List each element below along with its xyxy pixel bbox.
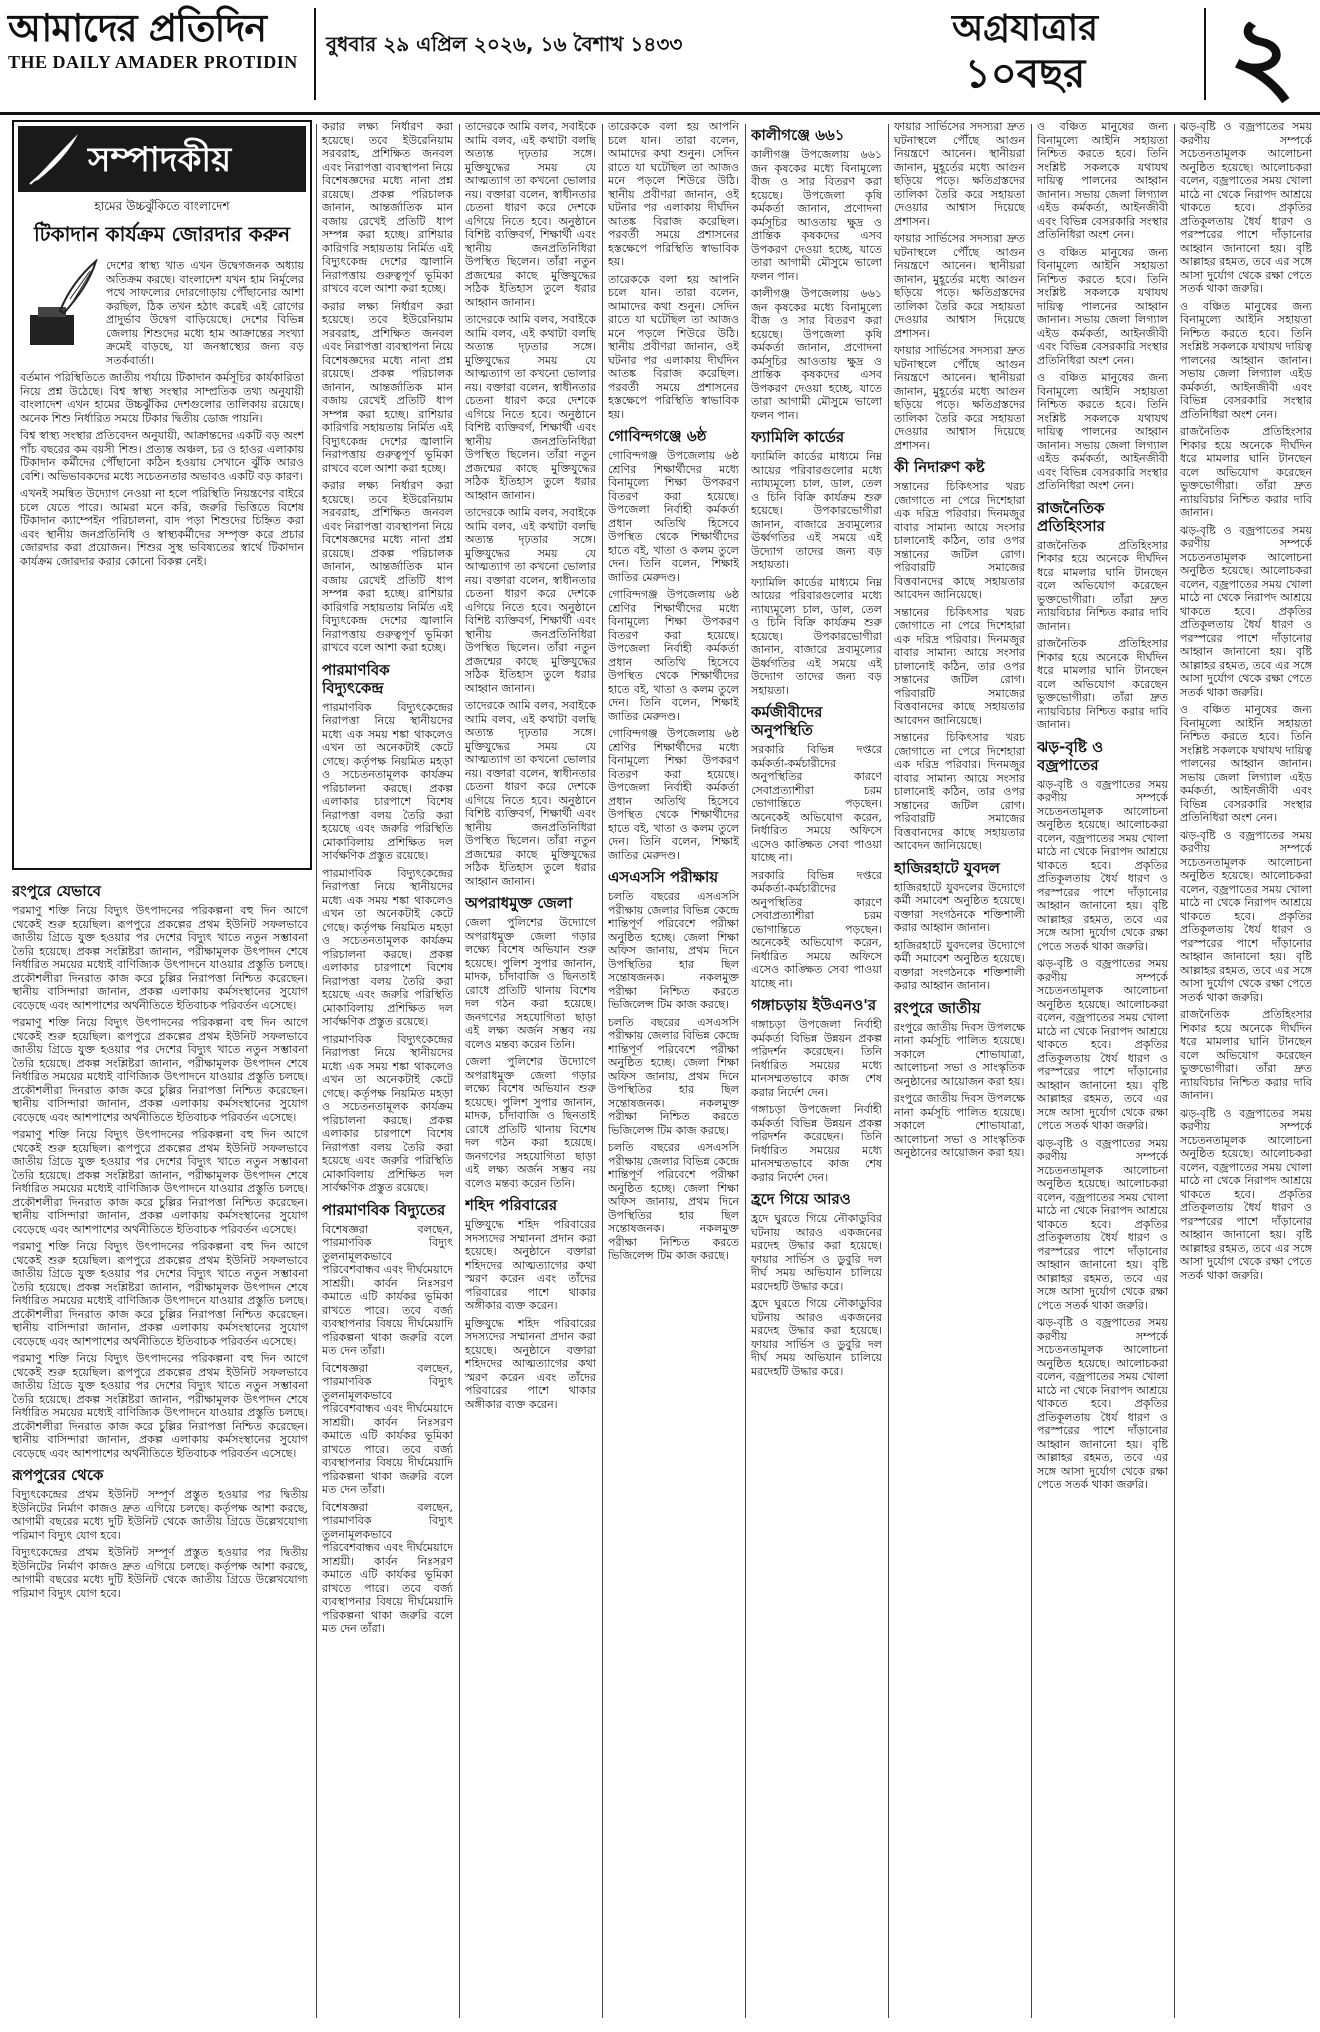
article-headline[interactable]: রংপুরে যেভাবে: [12, 882, 102, 900]
article-body: তারেককে বলা হয় আপনি চলে যান। তারা বলেন, আমাদের কথা শুনুন। সেদিন রাতে যা ঘটেছিল তা আজও মনে পড়লে শিউরে উঠি। স্থানীয় প্রবীণরা জানান, ওই ঘটনার পর এলাকায় দীর্ঘদিন আতঙ্ক বিরাজ করেছিল। পরবর্তী সময়ে প্রশাসনের হস্তক্ষেপে পরিস্থিতি স্বাভাবিক হয়।: [608, 272, 739, 421]
article-body: বিদ্যুৎকেন্দ্রের প্রথম ইউনিট সম্পূর্ণ প্রস্তুত হওয়ার পর দ্বিতীয় ইউনিটের নির্মাণ কাজও দ্রুত এগিয়ে চলছে। কর্তৃপক্ষ আশা করছে, আগামী বছরের মধ্যে দুটি ইউনিট থেকে জাতীয় গ্রিডে উল্লেখযোগ্য পরিমাণ বিদ্যুৎ যোগ হবে।: [12, 1488, 308, 1542]
editorial-box: [12, 120, 312, 870]
article-body: ও বঞ্চিত মানুষের জন্য বিনামূল্যে আইনি সহায়তা নিশ্চিত করতে হবে। তিনি সংশ্লিষ্ট সকলকে যথাযথ দায়িত্ব পালনের আহ্বান জানান। সভায় জেলা লিগ্যাল এইড কর্মকর্তা, আইনজীবী এবং বিভিন্ন বেসরকারি সংস্থার প্রতিনিধিরা অংশ নেন।: [1180, 299, 1312, 421]
column-1-lower: [12, 876, 308, 2020]
article-headline[interactable]: রংপুরে জাতীয়: [894, 998, 981, 1017]
column-rule: [316, 124, 317, 2018]
article-body: সরকারি বিভিন্ন দপ্তরে কর্মকর্তা-কর্মচারীদের অনুপস্থিতির কারণে সেবাপ্রত্যাশীরা চরম ভোগান্তিতে পড়ছেন। অনেকেই অভিযোগ করেন, নির্ধারিত সময়ে অফিসে এসেও কাঙ্ক্ষিত সেবা পাওয়া যাচ্ছে না।: [751, 743, 882, 864]
article-body: বিশেষজ্ঞরা বলছেন, পারমাণবিক বিদ্যুৎ তুলনামূলকভাবে পরিবেশবান্ধব এবং দীর্ঘমেয়াদে সাশ্রয়ী। কার্বন নিঃসরণ কমাতে এটি কার্যকর ভূমিকা রাখতে পারে। তবে বর্জ্য ব্যবস্থাপনার বিষয়ে দীর্ঘমেয়াদি পরিকল্পনা থাকা জরুরি বলে মত দেন তাঁরা।: [322, 1500, 453, 1635]
article-body: ঝড়-বৃষ্টি ও বজ্রপাতের সময় করণীয় সম্পর্কে সচেতনতামূলক আলোচনা অনুষ্ঠিত হয়েছে। আলোচকরা বলেন, বজ্রপাতের সময় খোলা মাঠে না থেকে নিরাপদ আশ্রয়ে থাকতে হবে। প্রকৃতির প্রতিকূলতায় ধৈর্য ধারণ ও পরস্পরের পাশে দাঁড়ানোর আহ্বান জানানো হয়। বৃষ্টি আল্লাহর রহমত, তবে এর সঙ্গে আসা দুর্যোগ থেকে রক্ষা পেতে সতর্ক থাকা জরুরি।: [1180, 120, 1312, 295]
quill-pen-icon: [24, 130, 84, 188]
article-body: বিশেষজ্ঞরা বলছেন, পারমাণবিক বিদ্যুৎ তুলনামূলকভাবে পরিবেশবান্ধব এবং দীর্ঘমেয়াদে সাশ্রয়ী। কার্বন নিঃসরণ কমাতে এটি কার্যকর ভূমিকা রাখতে পারে। তবে বর্জ্য ব্যবস্থাপনার বিষয়ে দীর্ঘমেয়াদি পরিকল্পনা থাকা জরুরি বলে মত দেন তাঁরা।: [322, 1361, 453, 1496]
article-body: হ্রদে ঘুরতে গিয়ে নৌকাডুবির ঘটনায় আরও একজনের মরদেহ উদ্ধার করা হয়েছে। ফায়ার সার্ভিস ও ডুবুরি দল দীর্ঘ সময় অভিযান চালিয়ে মরদেহটি উদ্ধার করে।: [751, 1297, 882, 1378]
article-headline[interactable]: শহিদ পরিবারের: [465, 1196, 558, 1214]
article-body: ও বঞ্চিত মানুষের জন্য বিনামূল্যে আইনি সহায়তা নিশ্চিত করতে হবে। তিনি সংশ্লিষ্ট সকলকে যথাযথ দায়িত্ব পালনের আহ্বান জানান। সভায় জেলা লিগ্যাল এইড কর্মকর্তা, আইনজীবী এবং বিভিন্ন বেসরকারি সংস্থার প্রতিনিধিরা অংশ নেন।: [1037, 120, 1168, 241]
column-6: [894, 120, 1025, 2020]
article-body: কালীগঞ্জ উপজেলায় ৬৬১ জন কৃষকের মধ্যে বিনামূল্যে বীজ ও সার বিতরণ করা হয়েছে। উপজেলা কৃষি কর্মকর্তা জানান, প্রণোদনা কর্মসূচির আওতায় ক্ষুদ্র ও প্রান্তিক কৃষকদের এসব উপকরণ দেওয়া হচ্ছে, যাতে তারা আগামী মৌসুমে ভালো ফলন পান।: [751, 148, 882, 283]
article-body: ঝড়-বৃষ্টি ও বজ্রপাতের সময় করণীয় সম্পর্কে সচেতনতামূলক আলোচনা অনুষ্ঠিত হয়েছে। আলোচকরা বলেন, বজ্রপাতের সময় খোলা মাঠে না থেকে নিরাপদ আশ্রয়ে থাকতে হবে। প্রকৃতির প্রতিকূলতায় ধৈর্য ধারণ ও পরস্পরের পাশে দাঁড়ানোর আহ্বান জানানো হয়। বৃষ্টি আল্লাহর রহমত, তবে এর সঙ্গে আসা দুর্যোগ থেকে রক্ষা পেতে সতর্ক থাকা জরুরি।: [1037, 1136, 1168, 1312]
article-body: রাজনৈতিক প্রতিহিংসার শিকার হয়ে অনেকে দীর্ঘদিন ধরে মামলার ঘানি টানছেন বলে অভিযোগ করেছেন ভুক্তভোগীরা। তাঁরা দ্রুত ন্যায়বিচার নিশ্চিত করার দাবি জানান।: [1180, 425, 1312, 519]
article-body: পরমাণু শক্তি নিয়ে বিদ্যুৎ উৎপাদনের পরিকল্পনা বহু দিন আগে থেকেই শুরু হয়েছিল। রূপপুরে প্রকল্পের প্রথম ইউনিট সফলভাবে জাতীয় গ্রিডে যুক্ত হওয়ার পর দেশের বিদ্যুৎ খাতে নতুন সম্ভাবনা তৈরি হয়েছে। প্রকল্প সংশ্লিষ্টরা জানান, পরীক্ষামূলক উৎপাদন শেষে নির্ধারিত সময়ের মধ্যেই বাণিজ্যিক উৎপাদনে যাওয়ার প্রস্তুতি চলছে। প্রকৌশলীরা দিনরাত কাজ করে চুল্লির নিরাপত্তা নিশ্চিত করেছেন। স্থানীয় বাসিন্দারা জানান, প্রকল্প এলাকায় কর্মসংস্থানের সুযোগ বেড়েছে এবং আশপাশের অর্থনীতিতে ইতিবাচক পরিবর্তন এসেছে।: [12, 1352, 308, 1460]
article-body: চলতি বছরের এসএসসি পরীক্ষায় জেলার বিভিন্ন কেন্দ্রে শান্তিপূর্ণ পরিবেশে পরীক্ষা অনুষ্ঠিত হচ্ছে। জেলা শিক্ষা অফিস জানায়, প্রথম দিনে উপস্থিতির হার ছিল সন্তোষজনক। নকলমুক্ত পরীক্ষা নিশ্চিত করতে ভিজিলেন্স টিম কাজ করছে।: [608, 890, 739, 1011]
article-body: তাদেরকে আমি বলব, সবাইকে আমি বলব, এই কথাটা বলছি অত্যন্ত দৃঢ়তার সঙ্গে। মুক্তিযুদ্ধের সময় যে আত্মত্যাগ তা কখনো ভোলার নয়। বক্তারা বলেন, স্বাধীনতার চেতনা ধারণ করে দেশকে এগিয়ে নিতে হবে। অনুষ্ঠানে বিশিষ্ট ব্যক্তিবর্গ, শিক্ষার্থী এবং স্থানীয় জনপ্রতিনিধিরা উপস্থিত ছিলেন। তাঁরা নতুন প্রজন্মের কাছে মুক্তিযুদ্ধের সঠিক ইতিহাস তুলে ধরার আহ্বান জানান।: [465, 313, 596, 502]
article-body: পারমাণবিক বিদ্যুৎকেন্দ্রের নিরাপত্তা নিয়ে স্থানীয়দের মধ্যে এক সময় শঙ্কা থাকলেও এখন তা অনেকটাই কেটে গেছে। কর্তৃপক্ষ নিয়মিত মহড়া ও সচেতনতামূলক কার্যক্রম পরিচালনা করছে। প্রকল্প এলাকার চারপাশে বিশেষ নিরাপত্তা বলয় তৈরি করা হয়েছে এবং জরুরি পরিস্থিতি মোকাবিলায় প্রশিক্ষিত দল সার্বক্ষণিক প্রস্তুত রয়েছে।: [322, 866, 453, 1028]
article-body: গোবিন্দগঞ্জ উপজেলায় ৬ষ্ঠ শ্রেণির শিক্ষার্থীদের মধ্যে বিনামূল্যে শিক্ষা উপকরণ বিতরণ করা হয়েছে। উপজেলা নির্বাহী কর্মকর্তা প্রধান অতিথি হিসেবে উপস্থিত থেকে শিক্ষার্থীদের হাতে বই, খাতা ও কলম তুলে দেন। তিনি বলেন, শিক্ষাই জাতির মেরুদণ্ড।: [608, 588, 739, 723]
column-7: [1037, 120, 1168, 2020]
inkwell-quill-icon: [20, 259, 100, 351]
article-body: জেলা পুলিশের উদ্যোগে অপরাধমুক্ত জেলা গড়ার লক্ষ্যে বিশেষ অভিযান শুরু হয়েছে। পুলিশ সুপার জানান, মাদক, চাঁদাবাজি ও ছিনতাই রোধে প্রতিটি থানায় বিশেষ দল গঠন করা হয়েছে। জনগণের সহযোগিতা ছাড়া এই লক্ষ্য অর্জন সম্ভব নয় বলেও মন্তব্য করেন তিনি।: [465, 1055, 596, 1190]
article-body: রংপুরে জাতীয় দিবস উপলক্ষে নানা কর্মসূচি পালিত হয়েছে। সকালে শোভাযাত্রা, আলোচনা সভা ও সাংস্কৃতিক অনুষ্ঠানের আয়োজন করা হয়।: [894, 1092, 1025, 1159]
article-body: বিশেষজ্ঞরা বলছেন, পারমাণবিক বিদ্যুৎ তুলনামূলকভাবে পরিবেশবান্ধব এবং দীর্ঘমেয়াদে সাশ্রয়ী। কার্বন নিঃসরণ কমাতে এটি কার্যকর ভূমিকা রাখতে পারে। তবে বর্জ্য ব্যবস্থাপনার বিষয়ে দীর্ঘমেয়াদি পরিকল্পনা থাকা জরুরি বলে মত দেন তাঁরা।: [322, 1222, 453, 1357]
editorial-banner-title: সম্পাদকীয়: [88, 140, 232, 180]
article-body: ফ্যামিলি কার্ডের মাধ্যমে নিম্ন আয়ের পরিবারগুলোর মধ্যে ন্যায্যমূল্যে চাল, ডাল, তেল ও চিনি বিক্রি কার্যক্রম শুরু হয়েছে। উপকারভোগীরা জানান, বাজারে দ্রব্যমূল্যের ঊর্ধ্বগতির এই সময়ে এই উদ্যোগ তাদের জন্য বড় সহায়তা।: [751, 575, 882, 697]
article-body: তারেককে বলা হয় আপনি চলে যান। তারা বলেন, আমাদের কথা শুনুন। সেদিন রাতে যা ঘটেছিল তা আজও মনে পড়লে শিউরে উঠি। স্থানীয় প্রবীণরা জানান, ওই ঘটনার পর এলাকায় দীর্ঘদিন আতঙ্ক বিরাজ করেছিল। পরবর্তী সময়ে প্রশাসনের হস্তক্ষেপে পরিস্থিতি স্বাভাবিক হয়।: [608, 120, 739, 268]
article-body: ও বঞ্চিত মানুষের জন্য বিনামূল্যে আইনি সহায়তা নিশ্চিত করতে হবে। তিনি সংশ্লিষ্ট সকলকে যথাযথ দায়িত্ব পালনের আহ্বান জানান। সভায় জেলা লিগ্যাল এইড কর্মকর্তা, আইনজীবী এবং বিভিন্ন বেসরকারি সংস্থার প্রতিনিধিরা অংশ নেন।: [1037, 245, 1168, 367]
article-body: সন্তানের চিকিৎসার খরচ জোগাতে না পেরে দিশেহারা এক দরিদ্র পরিবার। দিনমজুর বাবার সামান্য আয়ে সংসার চালানোই কঠিন, তার ওপর সন্তানের জটিল রোগ। পরিবারটি সমাজের বিত্তবানদের কাছে সহায়তার আবেদন জানিয়েছে।: [894, 605, 1025, 727]
article-body: জেলা পুলিশের উদ্যোগে অপরাধমুক্ত জেলা গড়ার লক্ষ্যে বিশেষ অভিযান শুরু হয়েছে। পুলিশ সুপার জানান, মাদক, চাঁদাবাজি ও ছিনতাই রোধে প্রতিটি থানায় বিশেষ দল গঠন করা হয়েছে। জনগণের সহযোগিতা ছাড়া এই লক্ষ্য অর্জন সম্ভব নয় বলেও মন্তব্য করেন তিনি।: [465, 916, 596, 1051]
article-body: করার লক্ষ্য নির্ধারণ করা হয়েছে। তবে ইউরেনিয়াম সরবরাহ, প্রশিক্ষিত জনবল এবং নিরাপত্তা ব্যবস্থাপনা নিয়ে বিশেষজ্ঞদের মধ্যে নানা প্রশ্ন রয়েছে। প্রকল্প পরিচালক জানান, আন্তর্জাতিক মান বজায় রেখেই প্রতিটি ধাপ সম্পন্ন করা হচ্ছে। রাশিয়ার কারিগরি সহায়তায় নির্মিত এই বিদ্যুৎকেন্দ্র দেশের জ্বালানি নিরাপত্তায় গুরুত্বপূর্ণ ভূমিকা রাখবে বলে আশা করা হচ্ছে।: [322, 479, 453, 654]
article-body: তাদেরকে আমি বলব, সবাইকে আমি বলব, এই কথাটা বলছি অত্যন্ত দৃঢ়তার সঙ্গে। মুক্তিযুদ্ধের সময় যে আত্মত্যাগ তা কখনো ভোলার নয়। বক্তারা বলেন, স্বাধীনতার চেতনা ধারণ করে দেশকে এগিয়ে নিতে হবে। অনুষ্ঠানে বিশিষ্ট ব্যক্তিবর্গ, শিক্ষার্থী এবং স্থানীয় জনপ্রতিনিধিরা উপস্থিত ছিলেন। তাঁরা নতুন প্রজন্মের কাছে মুক্তিযুদ্ধের সঠিক ইতিহাস তুলে ধরার আহ্বান জানান।: [465, 120, 596, 309]
article-body: তাদেরকে আমি বলব, সবাইকে আমি বলব, এই কথাটা বলছি অত্যন্ত দৃঢ়তার সঙ্গে। মুক্তিযুদ্ধের সময় যে আত্মত্যাগ তা কখনো ভোলার নয়। বক্তারা বলেন, স্বাধীনতার চেতনা ধারণ করে দেশকে এগিয়ে নিতে হবে। অনুষ্ঠানে বিশিষ্ট ব্যক্তিবর্গ, শিক্ষার্থী এবং স্থানীয় জনপ্রতিনিধিরা উপস্থিত ছিলেন। তাঁরা নতুন প্রজন্মের কাছে মুক্তিযুদ্ধের সঠিক ইতিহাস তুলে ধরার আহ্বান জানান।: [465, 699, 596, 888]
newspaper-logo[interactable]: [8, 6, 308, 102]
article-body: সন্তানের চিকিৎসার খরচ জোগাতে না পেরে দিশেহারা এক দরিদ্র পরিবার। দিনমজুর বাবার সামান্য আয়ে সংসার চালানোই কঠিন, তার ওপর সন্তানের জটিল রোগ। পরিবারটি সমাজের বিত্তবানদের কাছে সহায়তার আবেদন জানিয়েছে।: [894, 480, 1025, 601]
article-headline[interactable]: গোবিন্দগঞ্জে ৬ষ্ঠ: [608, 427, 707, 445]
logo-bangla: আমাদের প্রতিদিন: [8, 5, 267, 50]
article-body: গোবিন্দগঞ্জ উপজেলায় ৬ষ্ঠ শ্রেণির শিক্ষার্থীদের মধ্যে বিনামূল্যে শিক্ষা উপকরণ বিতরণ করা হয়েছে। উপজেলা নির্বাহী কর্মকর্তা প্রধান অতিথি হিসেবে উপস্থিত থেকে শিক্ষার্থীদের হাতে বই, খাতা ও কলম তুলে দেন। তিনি বলেন, শিক্ষাই জাতির মেরুদণ্ড।: [608, 449, 739, 584]
article-body: ঝড়-বৃষ্টি ও বজ্রপাতের সময় করণীয় সম্পর্কে সচেতনতামূলক আলোচনা অনুষ্ঠিত হয়েছে। আলোচকরা বলেন, বজ্রপাতের সময় খোলা মাঠে না থেকে নিরাপদ আশ্রয়ে থাকতে হবে। প্রকৃতির প্রতিকূলতায় ধৈর্য ধারণ ও পরস্পরের পাশে দাঁড়ানোর আহ্বান জানানো হয়। বৃষ্টি আল্লাহর রহমত, তবে এর সঙ্গে আসা দুর্যোগ থেকে রক্ষা পেতে সতর্ক থাকা জরুরি।: [1037, 957, 1168, 1132]
article-body: গোবিন্দগঞ্জ উপজেলায় ৬ষ্ঠ শ্রেণির শিক্ষার্থীদের মধ্যে বিনামূল্যে শিক্ষা উপকরণ বিতরণ করা হয়েছে। উপজেলা নির্বাহী কর্মকর্তা প্রধান অতিথি হিসেবে উপস্থিত থেকে শিক্ষার্থীদের হাতে বই, খাতা ও কলম তুলে দেন। তিনি বলেন, শিক্ষাই জাতির মেরুদণ্ড।: [608, 727, 739, 862]
column-rule: [459, 124, 460, 2018]
column-rule: [888, 124, 889, 2018]
column-5: [751, 120, 882, 2020]
logo-english: THE DAILY AMADER PROTIDIN: [8, 52, 298, 72]
page-number: ২: [1228, 0, 1296, 116]
editorial-headline[interactable]: টিকাদান কার্যক্রম জোরদার করুন: [33, 222, 291, 246]
article-body: গঙ্গাচড়া উপজেলা নির্বাহী কর্মকর্তা বিভিন্ন উন্নয়ন প্রকল্প পরিদর্শন করেছেন। তিনি নির্ধারিত সময়ের মধ্যে মানসম্মতভাবে কাজ শেষ করার নির্দেশ দেন।: [751, 1103, 882, 1184]
article-headline[interactable]: গঙ্গাচড়ায় ইউএনও'র: [751, 996, 877, 1014]
anniversary-line2: ১০বছর: [964, 50, 1086, 97]
article-headline[interactable]: এসএসসি পরীক্ষায়: [608, 868, 719, 886]
editorial-paragraph: দেশের স্বাস্থ্য খাত এখন উদ্বেগজনক অধ্যায় অতিক্রম করছে। বাংলাদেশ যখন হাম নির্মূলের পথে সাফল্যের দোরগোড়ায় পৌঁছানোর আশা করছিল, ঠিক তখন হঠাৎ করেই এই রোগের প্রাদুর্ভাব উদ্বেগ বাড়িয়েছে। দেশের বিভিন্ন জেলায় শিশুদের মধ্যে হাম আক্রান্তের সংখ্যা ক্রমেই বাড়ছে, যা জনস্বাস্থ্যের জন্য বড় সতর্কবার্তা।: [106, 259, 304, 367]
article-body: ফায়ার সার্ভিসের সদস্যরা দ্রুত ঘটনাস্থলে পৌঁছে আগুন নিয়ন্ত্রণে আনেন। স্থানীয়রা জানান, মুহূর্তের মধ্যে আগুন ছড়িয়ে পড়ে। ক্ষতিগ্রস্তদের তালিকা তৈরি করে সহায়তা দেওয়ার আশ্বাস দিয়েছে প্রশাসন।: [894, 232, 1025, 340]
article-body: তাদেরকে আমি বলব, সবাইকে আমি বলব, এই কথাটা বলছি অত্যন্ত দৃঢ়তার সঙ্গে। মুক্তিযুদ্ধের সময় যে আত্মত্যাগ তা কখনো ভোলার নয়। বক্তারা বলেন, স্বাধীনতার চেতনা ধারণ করে দেশকে এগিয়ে নিতে হবে। অনুষ্ঠানে বিশিষ্ট ব্যক্তিবর্গ, শিক্ষার্থী এবং স্থানীয় জনপ্রতিনিধিরা উপস্থিত ছিলেন। তাঁরা নতুন প্রজন্মের কাছে মুক্তিযুদ্ধের সঠিক ইতিহাস তুলে ধরার আহ্বান জানান।: [465, 506, 596, 695]
article-body: রংপুরে জাতীয় দিবস উপলক্ষে নানা কর্মসূচি পালিত হয়েছে। সকালে শোভাযাত্রা, আলোচনা সভা ও সাংস্কৃতিক অনুষ্ঠানের আয়োজন করা হয়।: [894, 1020, 1025, 1088]
anniversary-line1: অগ্রযাত্রার: [951, 7, 1098, 49]
column-rule: [602, 124, 603, 2018]
editorial-paragraph: বর্তমান পরিস্থিতিতে জাতীয় পর্যায়ে টিকাদান কর্মসূচির কার্যকারিতা নিয়ে প্রশ্ন উঠেছে। বিশ্ব স্বাস্থ্য সংস্থার সাম্প্রতিক তথ্য অনুযায়ী বাংলাদেশ এখন হামের উচ্চঝুঁকির দেশগুলোর তালিকায় রয়েছে। অনেক শিশু নির্ধারিত সময়ে টিকার দ্বিতীয় ডোজ পায়নি।: [20, 371, 304, 425]
article-headline[interactable]: রাজনৈতিক প্রতিহিংসার: [1037, 498, 1105, 535]
article-body: বিদ্যুৎকেন্দ্রের প্রথম ইউনিট সম্পূর্ণ প্রস্তুত হওয়ার পর দ্বিতীয় ইউনিটের নির্মাণ কাজও দ্রুত এগিয়ে চলছে। কর্তৃপক্ষ আশা করছে, আগামী বছরের মধ্যে দুটি ইউনিট থেকে জাতীয় গ্রিডে উল্লেখযোগ্য পরিমাণ বিদ্যুৎ যোগ হবে।: [12, 1546, 308, 1600]
article-body: রাজনৈতিক প্রতিহিংসার শিকার হয়ে অনেকে দীর্ঘদিন ধরে মামলার ঘানি টানছেন বলে অভিযোগ করেছেন ভুক্তভোগীরা। তাঁরা দ্রুত ন্যায়বিচার নিশ্চিত করার দাবি জানান।: [1180, 1008, 1312, 1102]
article-body: পরমাণু শক্তি নিয়ে বিদ্যুৎ উৎপাদনের পরিকল্পনা বহু দিন আগে থেকেই শুরু হয়েছিল। রূপপুরে প্রকল্পের প্রথম ইউনিট সফলভাবে জাতীয় গ্রিডে যুক্ত হওয়ার পর দেশের বিদ্যুৎ খাতে নতুন সম্ভাবনা তৈরি হয়েছে। প্রকল্প সংশ্লিষ্টরা জানান, পরীক্ষামূলক উৎপাদন শেষে নির্ধারিত সময়ের মধ্যেই বাণিজ্যিক উৎপাদনে যাওয়ার প্রস্তুতি চলছে। প্রকৌশলীরা দিনরাত কাজ করে চুল্লির নিরাপত্তা নিশ্চিত করেছেন। স্থানীয় বাসিন্দারা জানান, প্রকল্প এলাকায় কর্মসংস্থানের সুযোগ বেড়েছে এবং আশপাশের অর্থনীতিতে ইতিবাচক পরিবর্তন এসেছে।: [12, 1240, 308, 1348]
column-rule: [1031, 124, 1032, 2018]
article-body: ও বঞ্চিত মানুষের জন্য বিনামূল্যে আইনি সহায়তা নিশ্চিত করতে হবে। তিনি সংশ্লিষ্ট সকলকে যথাযথ দায়িত্ব পালনের আহ্বান জানান। সভায় জেলা লিগ্যাল এইড কর্মকর্তা, আইনজীবী এবং বিভিন্ন বেসরকারি সংস্থার প্রতিনিধিরা অংশ নেন।: [1180, 703, 1312, 824]
article-body: কালীগঞ্জ উপজেলায় ৬৬১ জন কৃষকের মধ্যে বিনামূল্যে বীজ ও সার বিতরণ করা হয়েছে। উপজেলা কৃষি কর্মকর্তা জানান, প্রণোদনা কর্মসূচির আওতায় ক্ষুদ্র ও প্রান্তিক কৃষকদের এসব উপকরণ দেওয়া হচ্ছে, যাতে তারা আগামী মৌসুমে ভালো ফলন পান।: [751, 287, 882, 422]
editorial-paragraph: বিশ্ব স্বাস্থ্য সংস্থার প্রতিবেদন অনুযায়ী, আক্রান্তদের একটি বড় অংশ পাঁচ বছরের কম বয়সী শিশু। প্রত্যন্ত অঞ্চল, চর ও হাওর এলাকায় টিকাদান কর্মীদের পৌঁছানো কঠিন হওয়ায় সেখানে ঝুঁকি আরও বেশি। অভিভাবকদের মধ্যে সচেতনতার অভাবও একটি বড় কারণ।: [20, 429, 304, 483]
article-headline[interactable]: কর্মজীবীদের অনুপস্থিতি: [751, 703, 823, 739]
article-body: করার লক্ষ্য নির্ধারণ করা হয়েছে। তবে ইউরেনিয়াম সরবরাহ, প্রশিক্ষিত জনবল এবং নিরাপত্তা ব্যবস্থাপনা নিয়ে বিশেষজ্ঞদের মধ্যে নানা প্রশ্ন রয়েছে। প্রকল্প পরিচালক জানান, আন্তর্জাতিক মান বজায় রেখেই প্রতিটি ধাপ সম্পন্ন করা হচ্ছে। রাশিয়ার কারিগরি সহায়তায় নির্মিত এই বিদ্যুৎকেন্দ্র দেশের জ্বালানি নিরাপত্তায় গুরুত্বপূর্ণ ভূমিকা রাখবে বলে আশা করা হচ্ছে।: [322, 299, 453, 475]
editorial-body: [14, 259, 310, 568]
article-body: মুক্তিযুদ্ধে শহিদ পরিবারের সদস্যদের সম্মাননা প্রদান করা হয়েছে। অনুষ্ঠানে বক্তারা শহিদদের আত্মত্যাগের কথা স্মরণ করেন এবং তাঁদের পরিবারের পাশে থাকার অঙ্গীকার ব্যক্ত করেন।: [465, 1316, 596, 1411]
column-rule: [1174, 124, 1175, 2018]
editorial-kicker: হামের উচ্চঝুঁকিতে বাংলাদেশ: [94, 199, 230, 213]
article-body: ঝড়-বৃষ্টি ও বজ্রপাতের সময় করণীয় সম্পর্কে সচেতনতামূলক আলোচনা অনুষ্ঠিত হয়েছে। আলোচকরা বলেন, বজ্রপাতের সময় খোলা মাঠে না থেকে নিরাপদ আশ্রয়ে থাকতে হবে। প্রকৃতির প্রতিকূলতায় ধৈর্য ধারণ ও পরস্পরের পাশে দাঁড়ানোর আহ্বান জানানো হয়। বৃষ্টি আল্লাহর রহমত, তবে এর সঙ্গে আসা দুর্যোগ থেকে রক্ষা পেতে সতর্ক থাকা জরুরি।: [1180, 828, 1312, 1004]
article-headline[interactable]: হাজিরহাটে যুবদল: [894, 858, 1000, 877]
article-headline[interactable]: পারমাণবিক বিদ্যুতের: [322, 1200, 446, 1219]
article-body: ঝড়-বৃষ্টি ও বজ্রপাতের সময় করণীয় সম্পর্কে সচেতনতামূলক আলোচনা অনুষ্ঠিত হয়েছে। আলোচকরা বলেন, বজ্রপাতের সময় খোলা মাঠে না থেকে নিরাপদ আশ্রয়ে থাকতে হবে। প্রকৃতির প্রতিকূলতায় ধৈর্য ধারণ ও পরস্পরের পাশে দাঁড়ানোর আহ্বান জানানো হয়। বৃষ্টি আল্লাহর রহমত, তবে এর সঙ্গে আসা দুর্যোগ থেকে রক্ষা পেতে সতর্ক থাকা জরুরি।: [1180, 1106, 1312, 1282]
editorial-paragraph: এখনই সমন্বিত উদ্যোগ নেওয়া না হলে পরিস্থিতি নিয়ন্ত্রণের বাইরে চলে যেতে পারে। আমরা মনে করি, জরুরি ভিত্তিতে বিশেষ টিকাদান ক্যাম্পেইন পরিচালনা, বাদ পড়া শিশুদের চিহ্নিত করা এবং স্থানীয় জনপ্রতিনিধি ও স্বাস্থ্যকর্মীদের সম্পৃক্ত করে প্রচার জোরদার করা প্রয়োজন। শিশুর সুস্থ ভবিষ্যতের স্বার্থে টিকাদান কার্যক্রম জোরদার করার কোনো বিকল্প নেই।: [20, 487, 304, 568]
dateline: বুধবার ২৯ এপ্রিল ২০২৬, ১৬ বৈশাখ ১৪৩৩: [326, 32, 683, 56]
article-body: সন্তানের চিকিৎসার খরচ জোগাতে না পেরে দিশেহারা এক দরিদ্র পরিবার। দিনমজুর বাবার সামান্য আয়ে সংসার চালানোই কঠিন, তার ওপর সন্তানের জটিল রোগ। পরিবারটি সমাজের বিত্তবানদের কাছে সহায়তার আবেদন জানিয়েছে।: [894, 731, 1025, 852]
article-body: হাজিরহাটে যুবদলের উদ্যোগে কর্মী সমাবেশ অনুষ্ঠিত হয়েছে। বক্তারা সংগঠনকে শক্তিশালী করার আহ্বান জানান।: [894, 880, 1025, 934]
article-body: হ্রদে ঘুরতে গিয়ে নৌকাডুবির ঘটনায় আরও একজনের মরদেহ উদ্ধার করা হয়েছে। ফায়ার সার্ভিস ও ডুবুরি দল দীর্ঘ সময় অভিযান চালিয়ে মরদেহটি উদ্ধার করে।: [751, 1212, 882, 1293]
article-body: ঝড়-বৃষ্টি ও বজ্রপাতের সময় করণীয় সম্পর্কে সচেতনতামূলক আলোচনা অনুষ্ঠিত হয়েছে। আলোচকরা বলেন, বজ্রপাতের সময় খোলা মাঠে না থেকে নিরাপদ আশ্রয়ে থাকতে হবে। প্রকৃতির প্রতিকূলতায় ধৈর্য ধারণ ও পরস্পরের পাশে দাঁড়ানোর আহ্বান জানানো হয়। বৃষ্টি আল্লাহর রহমত, তবে এর সঙ্গে আসা দুর্যোগ থেকে রক্ষা পেতে সতর্ক থাকা জরুরি।: [1180, 523, 1312, 699]
article-body: ফায়ার সার্ভিসের সদস্যরা দ্রুত ঘটনাস্থলে পৌঁছে আগুন নিয়ন্ত্রণে আনেন। স্থানীয়রা জানান, মুহূর্তের মধ্যে আগুন ছড়িয়ে পড়ে। ক্ষতিগ্রস্তদের তালিকা তৈরি করে সহায়তা দেওয়ার আশ্বাস দিয়েছে প্রশাসন।: [894, 120, 1025, 228]
column-8: [1180, 120, 1312, 2020]
article-body: ঝড়-বৃষ্টি ও বজ্রপাতের সময় করণীয় সম্পর্কে সচেতনতামূলক আলোচনা অনুষ্ঠিত হয়েছে। আলোচকরা বলেন, বজ্রপাতের সময় খোলা মাঠে না থেকে নিরাপদ আশ্রয়ে থাকতে হবে। প্রকৃতির প্রতিকূলতায় ধৈর্য ধারণ ও পরস্পরের পাশে দাঁড়ানোর আহ্বান জানানো হয়। বৃষ্টি আল্লাহর রহমত, তবে এর সঙ্গে আসা দুর্যোগ থেকে রক্ষা পেতে সতর্ক থাকা জরুরি।: [1037, 1316, 1168, 1491]
article-headline[interactable]: কালীগঞ্জে ৬৬১: [751, 126, 845, 144]
column-2: [322, 120, 453, 2020]
article-body: গঙ্গাচড়া উপজেলা নির্বাহী কর্মকর্তা বিভিন্ন উন্নয়ন প্রকল্প পরিদর্শন করেছেন। তিনি নির্ধারিত সময়ের মধ্যে মানসম্মতভাবে কাজ শেষ করার নির্দেশ দেন।: [751, 1018, 882, 1099]
article-body: করার লক্ষ্য নির্ধারণ করা হয়েছে। তবে ইউরেনিয়াম সরবরাহ, প্রশিক্ষিত জনবল এবং নিরাপত্তা ব্যবস্থাপনা নিয়ে বিশেষজ্ঞদের মধ্যে নানা প্রশ্ন রয়েছে। প্রকল্প পরিচালক জানান, আন্তর্জাতিক মান বজায় রেখেই প্রতিটি ধাপ সম্পন্ন করা হচ্ছে। রাশিয়ার কারিগরি সহায়তায় নির্মিত এই বিদ্যুৎকেন্দ্র দেশের জ্বালানি নিরাপত্তায় গুরুত্বপূর্ণ ভূমিকা রাখবে বলে আশা করা হচ্ছে।: [322, 120, 453, 295]
article-body: রাজনৈতিক প্রতিহিংসার শিকার হয়ে অনেকে দীর্ঘদিন ধরে মামলার ঘানি টানছেন বলে অভিযোগ করেছেন ভুক্তভোগীরা। তাঁরা দ্রুত ন্যায়বিচার নিশ্চিত করার দাবি জানান।: [1037, 637, 1168, 731]
article-headline[interactable]: কী নিদারুণ কষ্ট: [894, 458, 985, 476]
article-body: মুক্তিযুদ্ধে শহিদ পরিবারের সদস্যদের সম্মাননা প্রদান করা হয়েছে। অনুষ্ঠানে বক্তারা শহিদদের আত্মত্যাগের কথা স্মরণ করেন এবং তাঁদের পরিবারের পাশে থাকার অঙ্গীকার ব্যক্ত করেন।: [465, 1218, 596, 1312]
article-body: হাজিরহাটে যুবদলের উদ্যোগে কর্মী সমাবেশ অনুষ্ঠিত হয়েছে। বক্তারা সংগঠনকে শক্তিশালী করার আহ্বান জানান।: [894, 938, 1025, 992]
article-body: পরমাণু শক্তি নিয়ে বিদ্যুৎ উৎপাদনের পরিকল্পনা বহু দিন আগে থেকেই শুরু হয়েছিল। রূপপুরে প্রকল্পের প্রথম ইউনিট সফলভাবে জাতীয় গ্রিডে যুক্ত হওয়ার পর দেশের বিদ্যুৎ খাতে নতুন সম্ভাবনা তৈরি হয়েছে। প্রকল্প সংশ্লিষ্টরা জানান, পরীক্ষামূলক উৎপাদন শেষে নির্ধারিত সময়ের মধ্যেই বাণিজ্যিক উৎপাদনে যাওয়ার প্রস্তুতি চলছে। প্রকৌশলীরা দিনরাত কাজ করে চুল্লির নিরাপত্তা নিশ্চিত করেছেন। স্থানীয় বাসিন্দারা জানান, প্রকল্প এলাকায় কর্মসংস্থানের সুযোগ বেড়েছে এবং আশপাশের অর্থনীতিতে ইতিবাচক পরিবর্তন এসেছে।: [12, 1016, 308, 1124]
editorial-banner: [18, 126, 306, 192]
masthead: [0, 0, 1320, 115]
article-body: রাজনৈতিক প্রতিহিংসার শিকার হয়ে অনেকে দীর্ঘদিন ধরে মামলার ঘানি টানছেন বলে অভিযোগ করেছেন ভুক্তভোগীরা। তাঁরা দ্রুত ন্যায়বিচার নিশ্চিত করার দাবি জানান।: [1037, 538, 1168, 633]
article-headline[interactable]: ফ্যামিলি কার্ডের: [751, 428, 845, 446]
anniversary-badge: [860, 6, 1190, 98]
masthead-divider: [1204, 8, 1206, 100]
article-body: চলতি বছরের এসএসসি পরীক্ষায় জেলার বিভিন্ন কেন্দ্রে শান্তিপূর্ণ পরিবেশে পরীক্ষা অনুষ্ঠিত হচ্ছে। জেলা শিক্ষা অফিস জানায়, প্রথম দিনে উপস্থিতির হার ছিল সন্তোষজনক। নকলমুক্ত পরীক্ষা নিশ্চিত করতে ভিজিলেন্স টিম কাজ করছে।: [608, 1141, 739, 1262]
article-body: পারমাণবিক বিদ্যুৎকেন্দ্রের নিরাপত্তা নিয়ে স্থানীয়দের মধ্যে এক সময় শঙ্কা থাকলেও এখন তা অনেকটাই কেটে গেছে। কর্তৃপক্ষ নিয়মিত মহড়া ও সচেতনতামূলক কার্যক্রম পরিচালনা করছে। প্রকল্প এলাকার চারপাশে বিশেষ নিরাপত্তা বলয় তৈরি করা হয়েছে এবং জরুরি পরিস্থিতি মোকাবিলায় প্রশিক্ষিত দল সার্বক্ষণিক প্রস্তুত রয়েছে।: [322, 1032, 453, 1194]
column-4: [608, 120, 739, 2020]
article-headline[interactable]: অপরাধমুক্ত জেলা: [465, 894, 573, 912]
article-body: পরমাণু শক্তি নিয়ে বিদ্যুৎ উৎপাদনের পরিকল্পনা বহু দিন আগে থেকেই শুরু হয়েছিল। রূপপুরে প্রকল্পের প্রথম ইউনিট সফলভাবে জাতীয় গ্রিডে যুক্ত হওয়ার পর দেশের বিদ্যুৎ খাতে নতুন সম্ভাবনা তৈরি হয়েছে। প্রকল্প সংশ্লিষ্টরা জানান, পরীক্ষামূলক উৎপাদন শেষে নির্ধারিত সময়ের মধ্যেই বাণিজ্যিক উৎপাদনে যাওয়ার প্রস্তুতি চলছে। প্রকৌশলীরা দিনরাত কাজ করে চুল্লির নিরাপত্তা নিশ্চিত করেছেন। স্থানীয় বাসিন্দারা জানান, প্রকল্প এলাকায় কর্মসংস্থানের সুযোগ বেড়েছে এবং আশপাশের অর্থনীতিতে ইতিবাচক পরিবর্তন এসেছে।: [12, 904, 308, 1012]
article-body: চলতি বছরের এসএসসি পরীক্ষায় জেলার বিভিন্ন কেন্দ্রে শান্তিপূর্ণ পরিবেশে পরীক্ষা অনুষ্ঠিত হচ্ছে। জেলা শিক্ষা অফিস জানায়, প্রথম দিনে উপস্থিতির হার ছিল সন্তোষজনক। নকলমুক্ত পরীক্ষা নিশ্চিত করতে ভিজিলেন্স টিম কাজ করছে।: [608, 1015, 739, 1137]
article-body: ফায়ার সার্ভিসের সদস্যরা দ্রুত ঘটনাস্থলে পৌঁছে আগুন নিয়ন্ত্রণে আনেন। স্থানীয়রা জানান, মুহূর্তের মধ্যে আগুন ছড়িয়ে পড়ে। ক্ষতিগ্রস্তদের তালিকা তৈরি করে সহায়তা দেওয়ার আশ্বাস দিয়েছে প্রশাসন।: [894, 344, 1025, 452]
article-body: সরকারি বিভিন্ন দপ্তরে কর্মকর্তা-কর্মচারীদের অনুপস্থিতির কারণে সেবাপ্রত্যাশীরা চরম ভোগান্তিতে পড়ছেন। অনেকেই অভিযোগ করেন, নির্ধারিত সময়ে অফিসে এসেও কাঙ্ক্ষিত সেবা পাওয়া যাচ্ছে না।: [751, 868, 882, 990]
article-headline[interactable]: পারমাণবিক বিদ্যুৎকেন্দ্র: [322, 660, 390, 697]
article-body: পারমাণবিক বিদ্যুৎকেন্দ্রের নিরাপত্তা নিয়ে স্থানীয়দের মধ্যে এক সময় শঙ্কা থাকলেও এখন তা অনেকটাই কেটে গেছে। কর্তৃপক্ষ নিয়মিত মহড়া ও সচেতনতামূলক কার্যক্রম পরিচালনা করছে। প্রকল্প এলাকার চারপাশে বিশেষ নিরাপত্তা বলয় তৈরি করা হয়েছে এবং জরুরি পরিস্থিতি মোকাবিলায় প্রশিক্ষিত দল সার্বক্ষণিক প্রস্তুত রয়েছে।: [322, 700, 453, 862]
article-body: পরমাণু শক্তি নিয়ে বিদ্যুৎ উৎপাদনের পরিকল্পনা বহু দিন আগে থেকেই শুরু হয়েছিল। রূপপুরে প্রকল্পের প্রথম ইউনিট সফলভাবে জাতীয় গ্রিডে যুক্ত হওয়ার পর দেশের বিদ্যুৎ খাতে নতুন সম্ভাবনা তৈরি হয়েছে। প্রকল্প সংশ্লিষ্টরা জানান, পরীক্ষামূলক উৎপাদন শেষে নির্ধারিত সময়ের মধ্যেই বাণিজ্যিক উৎপাদনে যাওয়ার প্রস্তুতি চলছে। প্রকৌশলীরা দিনরাত কাজ করে চুল্লির নিরাপত্তা নিশ্চিত করেছেন। স্থানীয় বাসিন্দারা জানান, প্রকল্প এলাকায় কর্মসংস্থানের সুযোগ বেড়েছে এবং আশপাশের অর্থনীতিতে ইতিবাচক পরিবর্তন এসেছে।: [12, 1128, 308, 1236]
article-headline[interactable]: হ্রদে গিয়ে আরও: [751, 1190, 851, 1208]
masthead-divider: [314, 8, 316, 100]
column-3: [465, 120, 596, 2020]
article-body: ফ্যামিলি কার্ডের মাধ্যমে নিম্ন আয়ের পরিবারগুলোর মধ্যে ন্যায্যমূল্যে চাল, ডাল, তেল ও চিনি বিক্রি কার্যক্রম শুরু হয়েছে। উপকারভোগীরা জানান, বাজারে দ্রব্যমূল্যের ঊর্ধ্বগতির এই সময়ে এই উদ্যোগ তাদের জন্য বড় সহায়তা।: [751, 450, 882, 571]
article-body: ঝড়-বৃষ্টি ও বজ্রপাতের সময় করণীয় সম্পর্কে সচেতনতামূলক আলোচনা অনুষ্ঠিত হয়েছে। আলোচকরা বলেন, বজ্রপাতের সময় খোলা মাঠে না থেকে নিরাপদ আশ্রয়ে থাকতে হবে। প্রকৃতির প্রতিকূলতায় ধৈর্য ধারণ ও পরস্পরের পাশে দাঁড়ানোর আহ্বান জানানো হয়। বৃষ্টি আল্লাহর রহমত, তবে এর সঙ্গে আসা দুর্যোগ থেকে রক্ষা পেতে সতর্ক থাকা জরুরি।: [1037, 777, 1168, 953]
article-headline[interactable]: ঝড়-বৃষ্টি ও বজ্রপাতের: [1037, 737, 1104, 774]
article-body: ও বঞ্চিত মানুষের জন্য বিনামূল্যে আইনি সহায়তা নিশ্চিত করতে হবে। তিনি সংশ্লিষ্ট সকলকে যথাযথ দায়িত্ব পালনের আহ্বান জানান। সভায় জেলা লিগ্যাল এইড কর্মকর্তা, আইনজীবী এবং বিভিন্ন বেসরকারি সংস্থার প্রতিনিধিরা অংশ নেন।: [1037, 371, 1168, 492]
article-headline[interactable]: রূপপুরের থেকে: [12, 1466, 104, 1484]
column-rule: [745, 124, 746, 2018]
